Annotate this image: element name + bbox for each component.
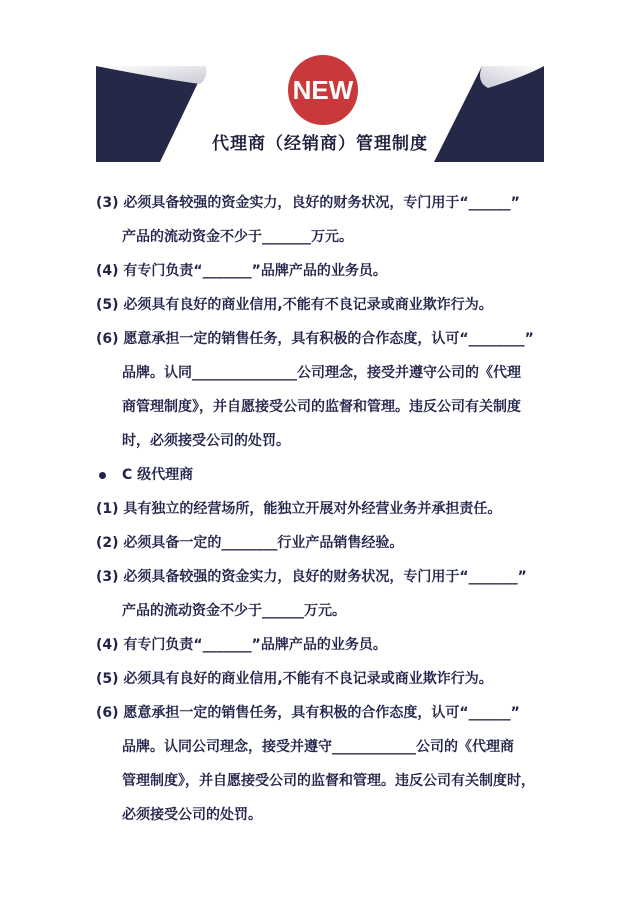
list-item: (5) 必须具有良好的商业信用,不能有不良记录或商业欺诈行为。	[96, 297, 493, 313]
new-badge-text: NEW	[292, 75, 354, 105]
list-item: (3) 必须具备较强的资金实力，良好的财务状况，专门用于“______”	[96, 195, 520, 211]
section-heading-c	[96, 458, 556, 492]
document-body	[96, 186, 556, 832]
list-item: (1) 具有独立的经营场所，能独立开展对外经营业务并承担责任。	[96, 501, 502, 517]
list-item: (5) 必须具有良好的商业信用,不能有不良记录或商业欺诈行为。	[96, 671, 493, 687]
list-item: 管理制度》，并自愿接受公司的监督和管理。违反公司有关制度时，	[122, 773, 535, 789]
list-item: 产品的流动资金不少于_______万元。	[122, 229, 353, 245]
page-title: 代理商（经销商）管理制度	[212, 134, 428, 154]
bullet-dot-icon	[99, 472, 106, 479]
list-item: 品牌。认同公司理念，接受并遵守____________公司的《代理商	[122, 739, 514, 755]
list-item: (4) 有专门负责“_______”品牌产品的业务员。	[96, 263, 387, 279]
list-item: 产品的流动资金不少于______万元。	[122, 603, 346, 619]
list-item: (6) 愿意承担一定的销售任务，具有积极的合作态度，认可“______”	[96, 705, 520, 721]
list-item: 时，必须接受公司的处罚。	[122, 433, 290, 449]
list-item: 必须接受公司的处罚。	[122, 807, 262, 823]
list-item: (4) 有专门负责“_______”品牌产品的业务员。	[96, 637, 387, 653]
section-title: C 级代理商	[122, 467, 194, 483]
list-item: (6) 愿意承担一定的销售任务，具有积极的合作态度，认可“________”	[96, 331, 534, 347]
list-item: (3) 必须具备较强的资金实力，良好的财务状况，专门用于“_______”	[96, 569, 527, 585]
list-item: 品牌。认同_______________公司理念，接受并遵守公司的《代理	[122, 365, 521, 381]
list-item: (2) 必须具备一定的________行业产品销售经验。	[96, 535, 404, 551]
list-item: 商管理制度》，并自愿接受公司的监督和管理。违反公司有关制度	[122, 399, 521, 415]
new-badge	[287, 54, 359, 126]
